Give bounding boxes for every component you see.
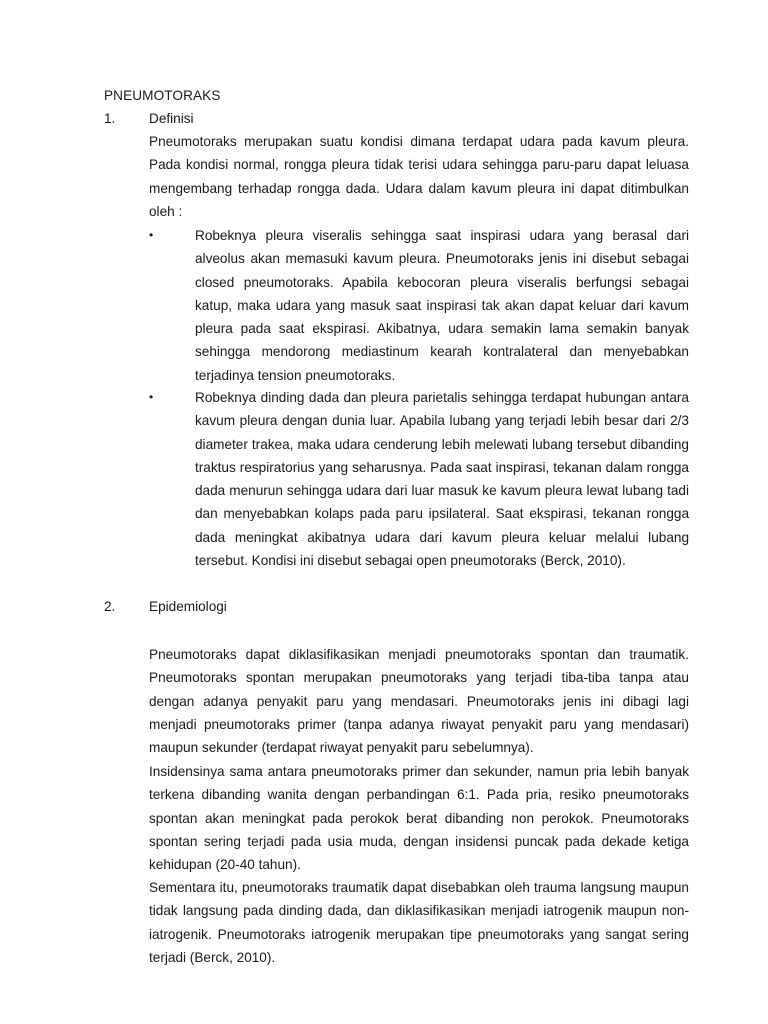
section-1-title: Definisi xyxy=(149,111,194,126)
bullet-marker: • xyxy=(149,228,154,242)
section-1-intro: Pneumotoraks merupakan suatu kondisi dimana terdapat udara pada kavum pleura. Pada kondisi normal, rongga pleura tidak terisi udara sehingga paru-paru dapat leluasa mengembang terhadap rongga dada. Udara dalam kavum pleura ini dapat ditimbulkan oleh : xyxy=(149,134,689,219)
section-1-number: 1. xyxy=(104,111,116,126)
section-2-paragraph: Insidensinya sama antara pneumotoraks primer dan sekunder, namun pria lebih banyak terkena dibanding wanita dengan perbandingan 6:1. Pada pria, resiko pneumotoraks spontan akan meningkat pada perokok berat dibanding non perokok. Pneumotoraks spontan sering terjadi pada usia muda, dengan insidensi puncak pada dekade ketiga kehidupan (20-40 tahun). xyxy=(149,764,689,873)
bullet-marker: • xyxy=(149,390,154,404)
document-title: PNEUMOTORAKS xyxy=(104,88,221,103)
section-2-paragraph: Sementara itu, pneumotoraks traumatik dapat disebabkan oleh trauma langsung maupun tidak langsung pada dinding dada, dan diklasifikasikan menjadi iatrogenik maupun non-iatrogenik. Pneumotoraks iatrogenik merupakan tipe pneumotoraks yang sangat sering terjadi (Berck, 2010). xyxy=(149,880,689,965)
section-2-title: Epidemiologi xyxy=(149,599,227,614)
bullet-item-open-pneumotoraks: Robeknya dinding dada dan pleura parietalis sehingga terdapat hubungan antara kavum pleura dengan dunia luar. Apabila lubang yang terjadi lebih besar dari 2/3 diameter trakea, maka udara cenderung lebih melewati lubang tersebut dibanding traktus respiratorius yang seharusnya. Pada saat inspirasi, tekanan dalam rongga dada menurun sehingga udara dari luar masuk ke kavum pleura lewat lubang tadi dan menyebabkan kolaps pada paru ipsilateral. Saat ekspirasi, tekanan rongga dada meningkat akibatnya udara dari kavum pleura keluar melalui lubang tersebut. Kondisi ini disebut sebagai open pneumotoraks (Berck, 2010). xyxy=(195,390,689,569)
section-2-paragraph: Pneumotoraks dapat diklasifikasikan menjadi pneumotoraks spontan dan traumatik. Pneumotoraks spontan merupakan pneumotoraks yang terjadi tiba-tiba tanpa atau dengan adanya penyakit paru yang mendasari. Pneumotoraks jenis ini dibagi lagi menjadi pneumotoraks primer (tanpa adanya riwayat penyakit paru yang mendasari) maupun sekunder (terdapat riwayat penyakit paru sebelumnya). xyxy=(149,647,689,756)
section-2-number: 2. xyxy=(104,599,116,614)
bullet-item-closed-pneumotoraks: Robeknya pleura viseralis sehingga saat inspirasi udara yang berasal dari alveolus akan memasuki kavum pleura. Pneumotoraks jenis ini disebut sebagai closed pneumotoraks. Apabila kebocoran pleura viseralis berfungsi sebagai katup, maka udara yang masuk saat inspirasi tak akan dapat keluar dari kavum pleura pada saat ekspirasi. Akibatnya, udara semakin lama semakin banyak sehingga mendorong mediastinum kearah kontralateral dan menyebabkan terjadinya tension pneumotoraks. xyxy=(195,228,689,383)
